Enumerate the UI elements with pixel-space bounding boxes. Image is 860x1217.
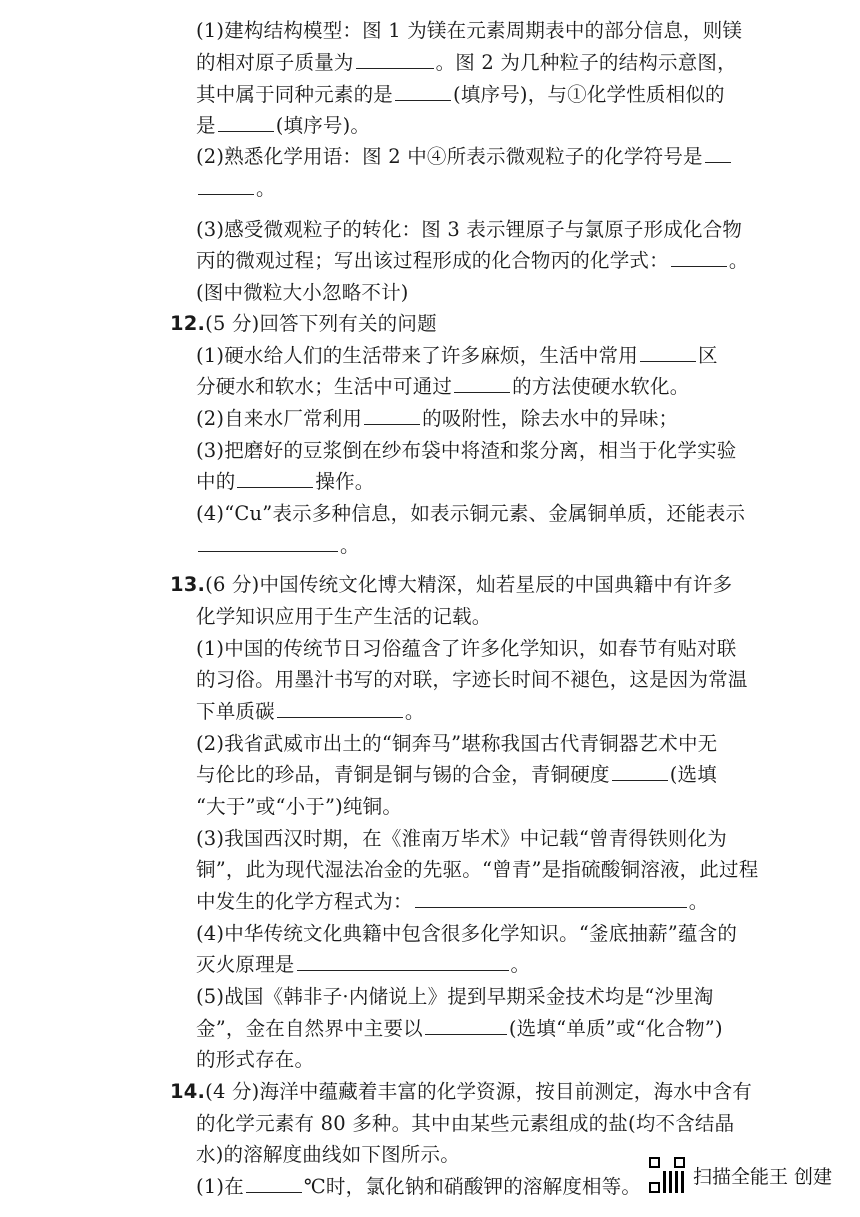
answer-blank [364,406,420,425]
text-segment: 的形式存在。 [196,1048,315,1071]
question-number: 14. [170,1080,206,1103]
text-line [196,343,718,369]
text-segment: (1)在 [196,1175,244,1198]
text-segment: “大于”或“小于”)纯铜。 [196,795,403,818]
text-segment: (图中微粒大小忽略不计) [196,281,409,304]
text-segment: 操作。 [315,470,375,493]
text-segment: 的相对原子质量为 [196,51,354,74]
question-number: 13. [170,573,206,596]
text-line [196,176,276,202]
text-line [196,1142,460,1168]
text-segment: (选填“单质”或“化合物”) [508,1017,723,1040]
text-line [196,113,370,139]
answer-blank [395,82,451,101]
text-segment: 的吸附性，除去水中的异味； [422,407,679,430]
watermark-brand: 扫描全能王 创建 [692,1165,832,1188]
answer-blank [198,533,338,552]
text-line [196,826,727,852]
answer-blank [198,176,254,195]
text-line [196,667,748,693]
text-segment: 水)的溶解度曲线如下图所示。 [196,1143,460,1166]
text-segment: 的化学元素有 80 多种。其中由某些元素组成的盐(均不含结晶 [196,1112,735,1135]
text-segment: 灭火原理是 [196,953,295,976]
text-segment: 金”，金在自然界中主要以 [196,1017,423,1040]
text-segment: (2)熟悉化学用语：图 2 中④所表示微观粒子的化学符号是 [196,145,703,168]
question-heading [170,311,437,337]
text-line [196,469,375,495]
question-heading [170,1079,752,1105]
answer-blank [454,374,510,393]
text-segment: 与伦比的珍品，青铜是铜与锡的合金，青铜硬度 [196,763,610,786]
text-line [196,952,530,978]
answer-blank [297,952,509,971]
text-segment: 铜”，此为现代湿法冶金的先驱。“曾青”是指硫酸铜溶液，此过程 [196,858,759,881]
text-segment: 中的 [196,470,236,493]
text-line [196,699,425,725]
text-line [196,438,736,464]
text-segment: 。 [510,953,531,976]
text-line [196,984,714,1010]
text-line [196,794,402,820]
text-segment: (4)中华传统文化典籍中包含很多化学知识。“釜底抽薪”蕴含的 [196,922,738,945]
text-line [196,921,737,947]
text-segment: (5)战国《韩非子·内储说上》提到早期采金技术均是“沙里淘 [196,985,714,1008]
scanner-watermark [649,1157,832,1193]
text-line [196,18,742,44]
answer-blank [356,50,434,69]
text-line [196,636,736,662]
text-segment: (3)把磨好的豆浆倒在纱布袋中将渣和浆分离，相当于化学实验 [196,439,737,462]
text-segment: 丙的微观过程；写出该过程形成的化合物丙的化学式： [196,249,669,272]
text-segment: 是 [196,114,216,137]
text-line [196,1016,723,1042]
text-line [196,50,737,76]
text-segment: 的方法使硬水软化。 [512,375,690,398]
answer-blank [425,1016,507,1035]
text-line [196,248,749,274]
text-line [196,857,758,883]
answer-blank [277,699,403,718]
text-segment: 中发生的化学方程式为： [196,890,413,913]
question-number: 12. [170,312,206,335]
text-segment: 。 [688,890,709,913]
text-segment: 。 [728,249,749,272]
text-segment: ℃时，氯化钠和硝酸钾的溶解度相等。 [303,1175,642,1198]
text-segment: (6 分)中国传统文化博大精深，灿若星辰的中国典籍中有许多 [205,573,733,596]
text-line [196,1111,734,1137]
qr-code-icon [649,1157,685,1193]
text-line [196,82,725,108]
text-segment: 分硬水和软水；生活中可通过 [196,375,453,398]
text-segment: (3)我国西汉时期，在《淮南万毕术》中记载“曾青得铁则化为 [196,827,727,850]
text-line [196,217,742,243]
text-line [196,762,717,788]
text-segment: (5 分)回答下列有关的问题 [205,312,437,335]
answer-blank [415,889,687,908]
text-segment: 。 [404,700,425,723]
text-segment: 化学知识应用于生产生活的记载。 [196,605,492,628]
answer-blank [705,144,731,163]
text-line [196,280,409,306]
text-segment: (1)建构结构模型：图 1 为镁在元素周期表中的部分信息，则镁 [196,19,743,42]
question-heading [170,572,732,598]
text-segment: (填序号)，与①化学性质相似的 [453,83,725,106]
text-segment: 下单质碳 [196,700,275,723]
answer-blank [612,762,668,781]
text-line [196,406,678,432]
text-segment: (1)中国的传统节日习俗蕴含了许多化学知识，如春节有贴对联 [196,637,737,660]
answer-blank [218,113,274,132]
text-line [196,889,708,915]
text-segment: (填序号)。 [275,114,371,137]
text-line [196,1174,641,1200]
text-segment: 。 [256,177,276,200]
text-segment: 的习俗。用墨汁书写的对联，字迹长时间不褪色，这是因为常温 [196,668,748,691]
text-line [196,1047,314,1073]
text-segment: (2)自来水厂常利用 [196,407,363,430]
text-segment: (3)感受微观粒子的转化：图 3 表示锂原子与氯原子形成化合物 [196,218,743,241]
text-segment: 其中属于同种元素的是 [196,83,394,106]
text-line [196,144,733,170]
text-segment: (2)我省武威市出土的“铜奔马”堪称我国古代青铜器艺术中无 [196,732,718,755]
text-segment: (4)“Cu”表示多种信息，如表示铜元素、金属铜单质，还能表示 [196,502,746,525]
text-line [196,731,717,757]
answer-blank [237,469,313,488]
text-segment: (选填 [669,763,717,786]
text-line [196,533,360,559]
answer-blank [671,248,727,267]
answer-blank [640,343,696,362]
text-line [196,604,492,630]
text-segment: 区 [697,344,718,367]
text-segment: 。图 2 为几种粒子的结构示意图， [435,51,737,74]
answer-blank [246,1174,302,1193]
text-line [196,374,689,400]
text-segment: (1)硬水给人们的生活带来了许多麻烦，生活中常用 [196,344,638,367]
text-line [196,501,745,527]
text-segment: 。 [340,534,360,557]
text-segment: (4 分)海洋中蕴藏着丰富的化学资源，按目前测定，海水中含有 [205,1080,752,1103]
